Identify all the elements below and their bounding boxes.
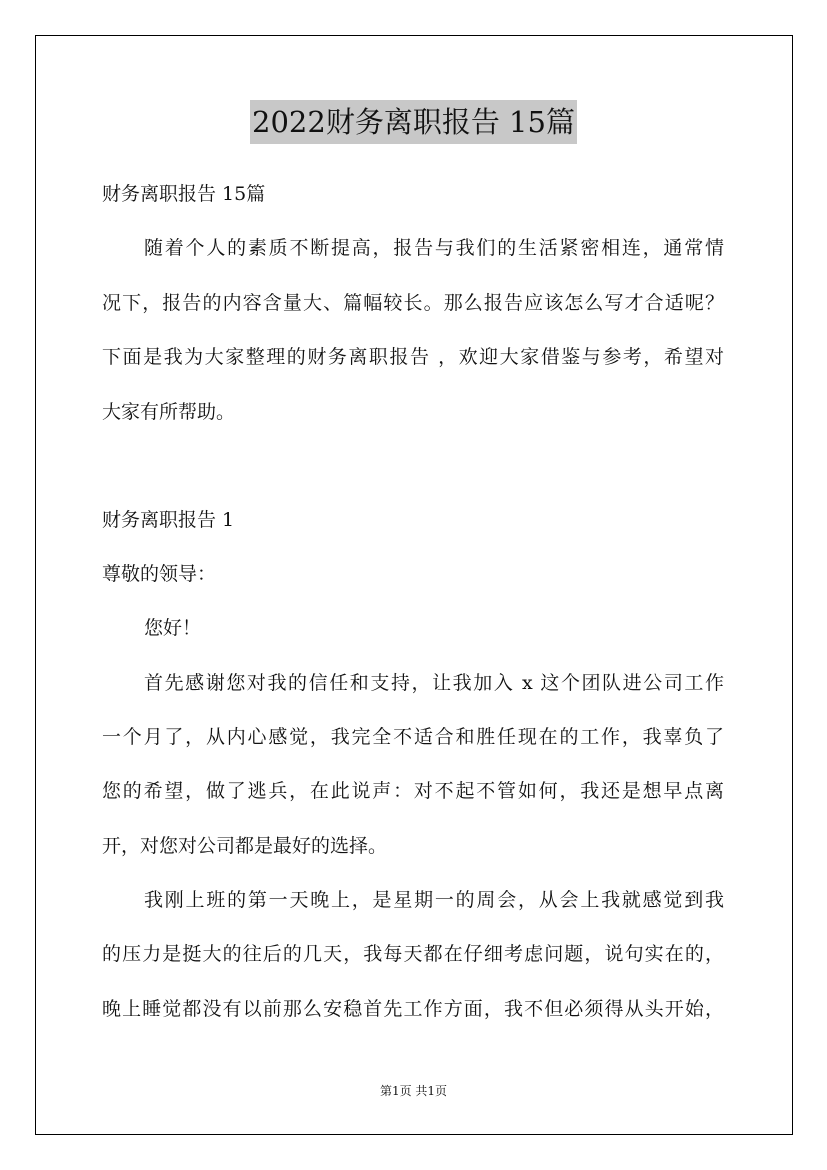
document-title: 2022财务离职报告 15篇: [250, 100, 577, 144]
intro-line-1: 随着个人的素质不断提高，报告与我们的生活紧密相连，通常情: [144, 237, 724, 259]
para1-line-1: 首先感谢您对我的信任和支持，让我加入 x 这个团队进公司工作: [144, 672, 724, 694]
section-heading: 财务离职报告 1: [102, 509, 235, 531]
para2-line-3: 晚上睡觉都没有以前那么安稳首先工作方面，我不但必须得从头开始，: [102, 998, 724, 1020]
para2-line-1: 我刚上班的第一天晚上，是星期一的周会，从会上我就感觉到我: [144, 889, 724, 911]
intro-line-3: 下面是我为大家整理的财务离职报告 ，欢迎大家借鉴与参考，希望对: [102, 346, 724, 368]
document-subtitle: 财务离职报告 15篇: [102, 183, 266, 205]
para2-line-2: 的压力是挺大的往后的几天，我每天都在仔细考虑问题，说句实在的，: [102, 943, 724, 965]
para1-line-3: 您的希望，做了逃兵，在此说声：对不起不管如何，我还是想早点离: [102, 780, 724, 802]
para1-line-2: 一个月了，从内心感觉，我完全不适合和胜任现在的工作，我辜负了: [102, 726, 724, 748]
greeting: 您好！: [144, 617, 202, 639]
para1-line-4: 开，对您对公司都是最好的选择。: [102, 835, 388, 857]
salutation: 尊敬的领导：: [102, 563, 217, 585]
intro-line-4: 大家有所帮助。: [102, 401, 236, 423]
intro-line-2: 况下，报告的内容含量大、篇幅较长。那么报告应该怎么写才合适呢？: [102, 292, 724, 314]
title-container: [0, 100, 827, 144]
page-footer: 第1页 共1页: [379, 1084, 448, 1098]
